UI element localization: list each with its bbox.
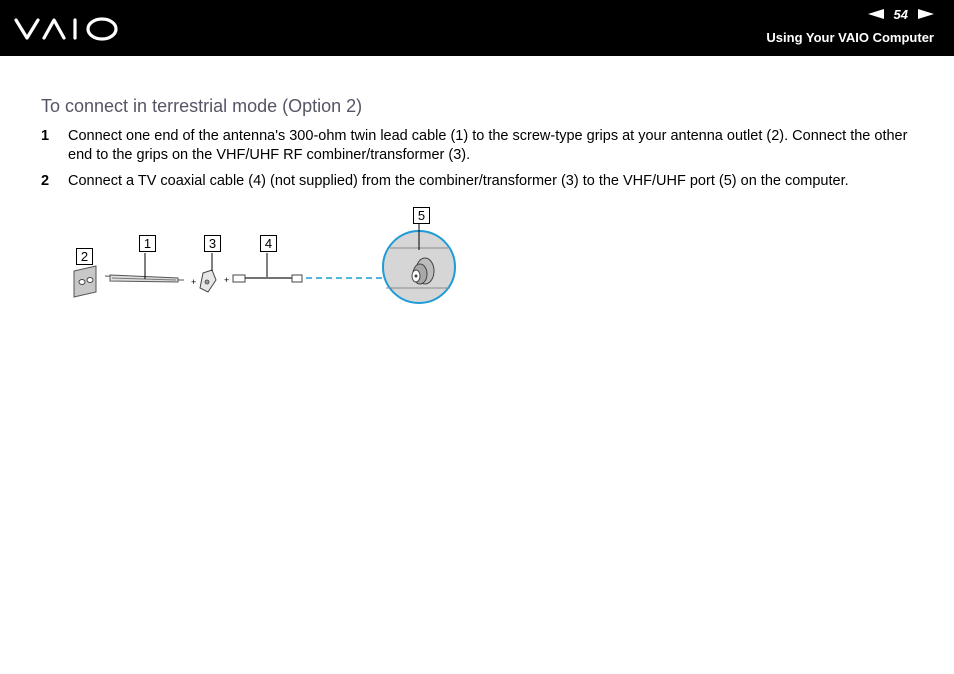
connection-diagram: [60, 200, 480, 315]
svg-text:+: +: [224, 275, 230, 285]
antenna-outlet-icon: [74, 266, 96, 297]
callout-3: 3: [204, 235, 221, 252]
combiner-transformer-icon: [191, 253, 216, 292]
callout-4: 4: [260, 235, 277, 252]
step-number: 1: [41, 128, 50, 144]
list-item: [41, 172, 931, 191]
running-title: Using Your VAIO Computer: [766, 30, 934, 45]
arrow-left-icon[interactable]: [868, 9, 884, 19]
page-number: 54: [893, 6, 908, 22]
vaio-logo-icon: [14, 14, 122, 44]
vhf-uhf-port-icon: [383, 222, 455, 303]
svg-text:+: +: [191, 277, 197, 287]
page-navigation: [868, 5, 934, 23]
arrow-right-icon[interactable]: [918, 9, 934, 19]
page-header: [0, 0, 954, 56]
callout-5: 5: [413, 207, 430, 224]
callout-2: 2: [76, 248, 93, 265]
section-heading: To connect in terrestrial mode (Option 2): [41, 96, 363, 116]
step-text: Connect a TV coaxial cable (4) (not supplied) from the combiner/transformer (3) to the VHF/UHF port (5) on the computer.: [68, 173, 849, 189]
steps-list: [41, 127, 931, 198]
step-text: Connect one end of the antenna's 300-ohm twin lead cable (1) to the screw-type grips at your antenna outlet (2). Connect the other end to the grips on the VHF/UHF RF combiner/transformer (3).: [68, 128, 908, 163]
twin-lead-cable-icon: [105, 253, 184, 282]
coaxial-cable-icon: [224, 253, 302, 285]
callout-1: 1: [139, 235, 156, 252]
list-item: [41, 127, 931, 165]
step-number: 2: [41, 173, 50, 189]
